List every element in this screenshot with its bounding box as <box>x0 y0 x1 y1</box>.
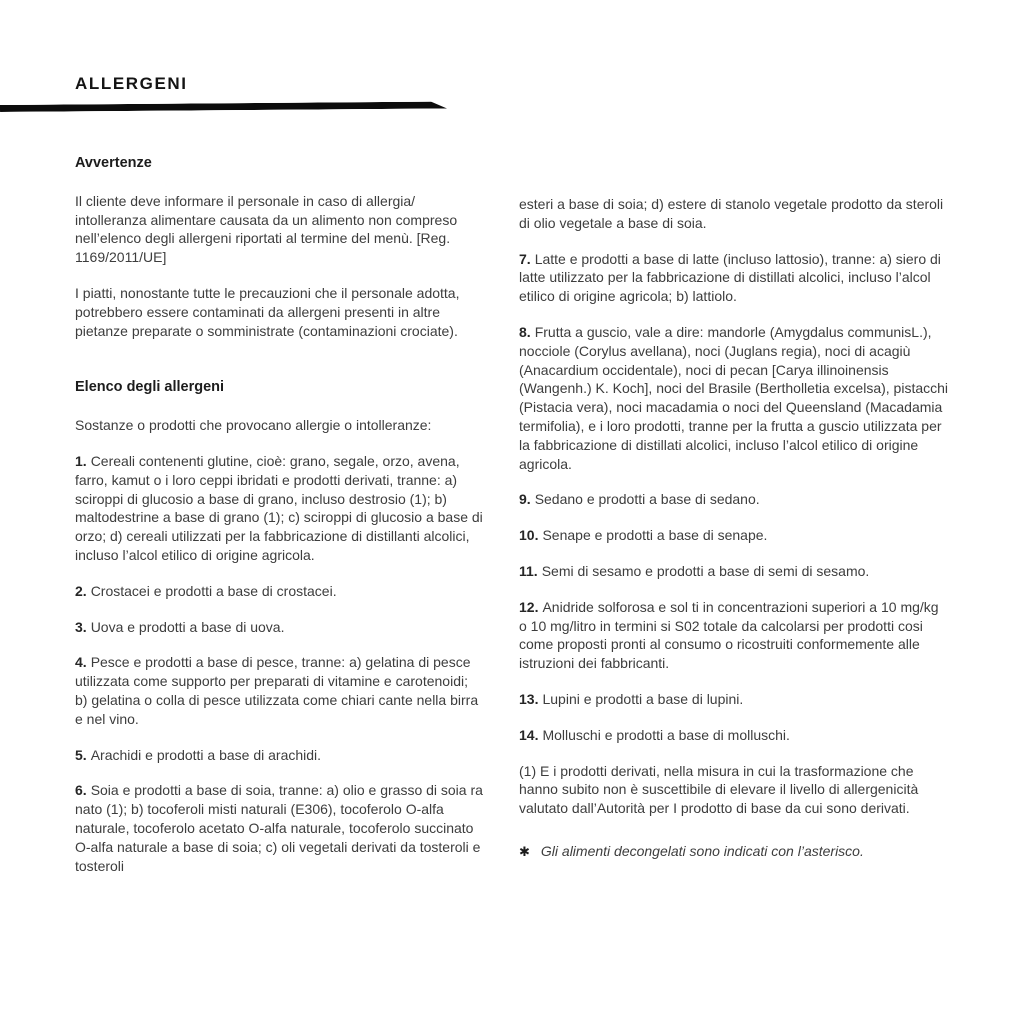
allergen-item-6-continuation: esteri a base di soia; d) estere di stanolo vegetale prodotto da steroli di olio vegetale a base di soia. <box>519 196 944 231</box>
right-column <box>519 154 950 892</box>
item-number: 5. <box>75 746 87 763</box>
allergen-item-5 <box>75 746 483 765</box>
item-text: Anidride solforosa e sol ti in concentrazioni superiori a 10 mg/kg o 10 mg/litro in termini si S02 totale da calcolarsi per prodotti cosi come proposti pronti al consumo o ricostruiti conformemente alle istruzioni dei fabbricanti. <box>519 598 939 672</box>
allergen-item-6 <box>75 781 483 875</box>
asterisk-note <box>519 842 950 862</box>
allergen-item-9 <box>519 490 950 509</box>
item-number: 12. <box>519 598 539 615</box>
item-text: Semi di sesamo e prodotti a base di semi di sesamo. <box>541 562 870 579</box>
item-number: 7. <box>519 250 531 267</box>
allergen-item-8 <box>519 323 950 473</box>
asterisk-icon: ✱ <box>519 843 530 859</box>
item-number: 4. <box>75 654 87 671</box>
warning-paragraph-1: Il cliente deve informare il personale in caso di allergia/ intolleranza alimentare causata da un alimento non compreso nell’elenco degli allergeni riportati al termine del menù. [Reg. 1169/2011/UE] <box>75 192 458 266</box>
item-number: 6. <box>75 782 87 799</box>
list-intro: Sostanze o prodotti che provocano allergie o intolleranze: <box>75 417 432 434</box>
item-number: 14. <box>519 726 539 743</box>
asterisk-note-text: Gli alimenti decongelati sono indicati con l’asterisco. <box>540 842 864 859</box>
allergen-item-4 <box>75 653 483 728</box>
item-number: 8. <box>519 323 531 340</box>
page-title: ALLERGENI <box>75 74 188 93</box>
item-text: Pesce e prodotti a base di pesce, tranne: a) gelatina di pesce utilizzata come supporto per preparati di vitamine e carotenoidi; b) gelatina o colla di pesce utilizzata come chiari cante nella birra e nel vino. <box>75 654 479 727</box>
item-text: Molluschi e prodotti a base di molluschi. <box>542 726 790 743</box>
warning-paragraph-2: I piatti, nonostante tutte le precauzioni che il personale adotta, potrebbero essere contaminati da allergeni presenti in altre pietanze preparate o somministrate (contaminazioni crociate). <box>75 284 460 339</box>
header <box>0 0 1024 112</box>
item-number: 9. <box>519 491 531 508</box>
item-text: Latte e prodotti a base di latte (incluso lattosio), tranne: a) siero di latte utilizzato per la fabbricazione di distillati alcolici, incluso l’alcol etilico di origine agricola; b) lattiolo. <box>519 250 941 305</box>
item-number: 10. <box>519 527 539 544</box>
item-number: 13. <box>519 690 539 707</box>
content-columns <box>0 112 1024 892</box>
item-text: Senape e prodotti a base di senape. <box>542 527 768 544</box>
item-number: 1. <box>75 452 87 469</box>
item-text: Uova e prodotti a base di uova. <box>90 618 285 635</box>
allergen-item-11 <box>519 562 950 581</box>
footnote-derivatives: (1) E i prodotti derivati, nella misura in cui la trasformazione che hanno subito non è suscettibile di elevare il livello di allergenicità valutato dall’Autorità per I prodotto di base da cui sono derivati. <box>519 762 919 817</box>
item-number: 11. <box>519 562 538 579</box>
item-number: 3. <box>75 618 87 635</box>
item-number: 2. <box>75 582 87 599</box>
item-text: Crostacei e prodotti a base di crostacei. <box>90 582 337 599</box>
left-column <box>75 154 483 892</box>
allergen-item-7 <box>519 250 950 306</box>
allergen-item-14 <box>519 726 950 745</box>
allergen-item-2 <box>75 582 483 601</box>
allergen-item-13 <box>519 690 950 709</box>
item-text: Soia e prodotti a base di soia, tranne: a) olio e grasso di soia ra nato (1); b) tocoferoli misti naturali (E306), tocoferolo O-alfa naturale, tocoferolo acetato O-alfa naturale, tocoferolo succinato O-alfa naturale a base di soia; c) oli vegetali derivati da tosteroli e tosteroli <box>75 782 483 874</box>
item-text: Frutta a guscio, vale a dire: mandorle (Amygdalus communisL.), nocciole (Corylus avellana), noci (Juglans regia), noci di acagiù (Anacardium occidentale), noci di pecan [Carya illinoinensis (Wangenh.) K. Koch], noci del Brasile (Bertholletia excelsa), pistacchi (Pistacia vera), noci macadamia o noci del Queensland (Macadamia termifolia), e i loro prodotti, tranne per la frutta a guscio utilizzata per la fabbricazione di distillati alcolici, incluso l’alcol etilico di origine agricola. <box>519 323 949 472</box>
title-underline-bar <box>0 101 447 112</box>
allergen-item-1 <box>75 452 483 565</box>
allergen-item-10 <box>519 526 950 545</box>
warnings-heading: Avvertenze <box>75 155 152 171</box>
allergen-item-3 <box>75 618 483 637</box>
item-text: Arachidi e prodotti a base di arachidi. <box>90 746 322 763</box>
item-text: Sedano e prodotti a base di sedano. <box>534 491 760 508</box>
allergen-list-heading: Elenco degli allergeni <box>75 379 225 396</box>
item-text: Cereali contenenti glutine, cioè: grano, segale, orzo, avena, farro, kamut o i loro ceppi ibridati e prodotti derivati, tranne: a) sciroppi di glucosio a base di grano, incluso destrosio (1); b) maltodestrine a base di grano (1); c) sciroppi di glucosio a base di orzo; d) cereali utilizzati per la fabbricazione di distillanti alcolici, incluso l’alcol etilico di origine agricola. <box>75 452 483 563</box>
item-text: Lupini e prodotti a base di lupini. <box>542 690 744 707</box>
allergen-item-12 <box>519 598 950 673</box>
